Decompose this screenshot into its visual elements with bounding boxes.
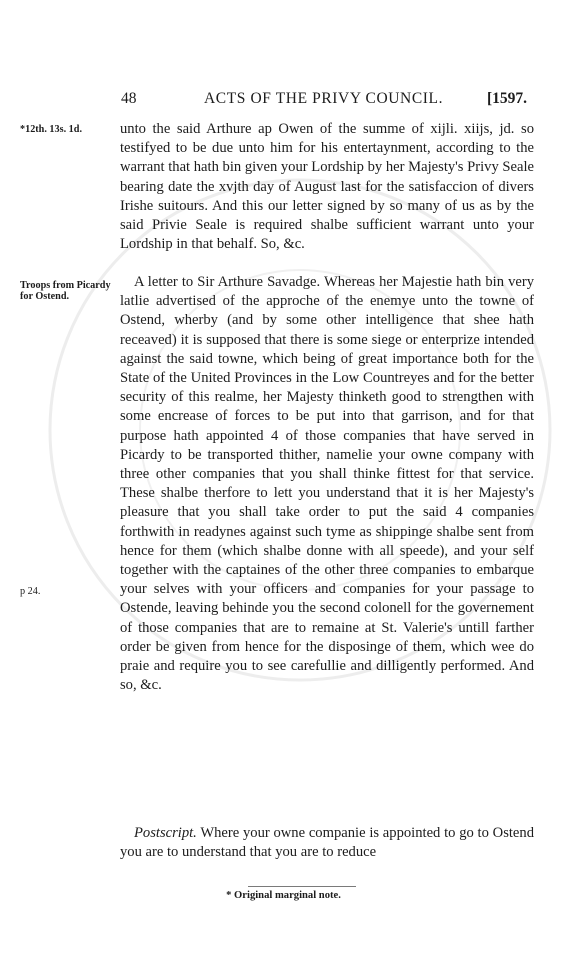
margin-note-original: *12th. 13s. 1d. xyxy=(20,124,82,135)
margin-note-troops: Troops from Picardy for Ostend. xyxy=(20,280,111,303)
margin-note-page-ref: p 24. xyxy=(20,586,41,597)
paragraph-postscript xyxy=(120,824,534,862)
footnote-rule xyxy=(248,886,356,887)
page-header xyxy=(0,90,567,112)
year-marker: [1597. xyxy=(487,90,528,107)
footnote: * Original marginal note. xyxy=(226,890,341,901)
postscript-paragraph xyxy=(120,824,534,862)
paragraph-text: unto the said Arthure ap Owen of the summe of xijli. xiijs, jd. so testifyed to be due unto him for his entertaynment, according to the warrant that hath bin given your Lordship by her Majesty's Privy Seale bearing date the xvjth day of August last for the satisfaccion of divers Irishe suitours. And this our letter signed by so many of us as by the said Privie Seale is required shalbe sufficient warrant unto your Lordship in that behalf. So, &c. xyxy=(120,121,535,253)
postscript-text: Where your owne companie is appointed to go to Ostend you are to understand that you are to reduce xyxy=(120,825,534,861)
page-number: 48 xyxy=(121,90,137,107)
running-title: ACTS OF THE PRIVY COUNCIL. xyxy=(204,90,444,107)
postscript-label: Postscript. xyxy=(134,825,197,841)
paragraph-text: A letter to Sir Arthure Savadge. Whereas her Majestie hath bin very latlie advertised of the approche of the enemye unto the towne of Ostend, wherby (and by some other intelligence that shee hath receaved) it is supposed that there is some siege or enterprize intended against the said towne, which being of great importance both for the State of the United Provinces in the Low Countreyes and for the better security of this realme, her Majesty thinketh good to strengthen with some encrease of forces to be put into that garrison, and for that purpose hath appointed 4 of those companies that have served in Picardy to be transported thither, namelie your owne company with three other companies that you shall thinke fittest for that service. These shalbe therfore to lett you understand that it is her Majesty's pleasure that you shall take order to put the said 4 companies forthwith in readynes against such tyme as shippinge shalbe sent from hence for them (which shalbe donne with all speede), and your self together with the captaines of the other three companies to embarque your selves with your officers and companies for your passage to Ostende, leaving behinde you the second colonell for the governement of those companies that are to remaine at St. Valerie's untill farther order be given from hence for the disposinge of them, which wee do praie and require you to see carefullie and dilligently performed. And so, &c. xyxy=(120,274,534,694)
paragraph-payment xyxy=(120,120,534,254)
paragraph-letter-savadge xyxy=(120,273,534,695)
